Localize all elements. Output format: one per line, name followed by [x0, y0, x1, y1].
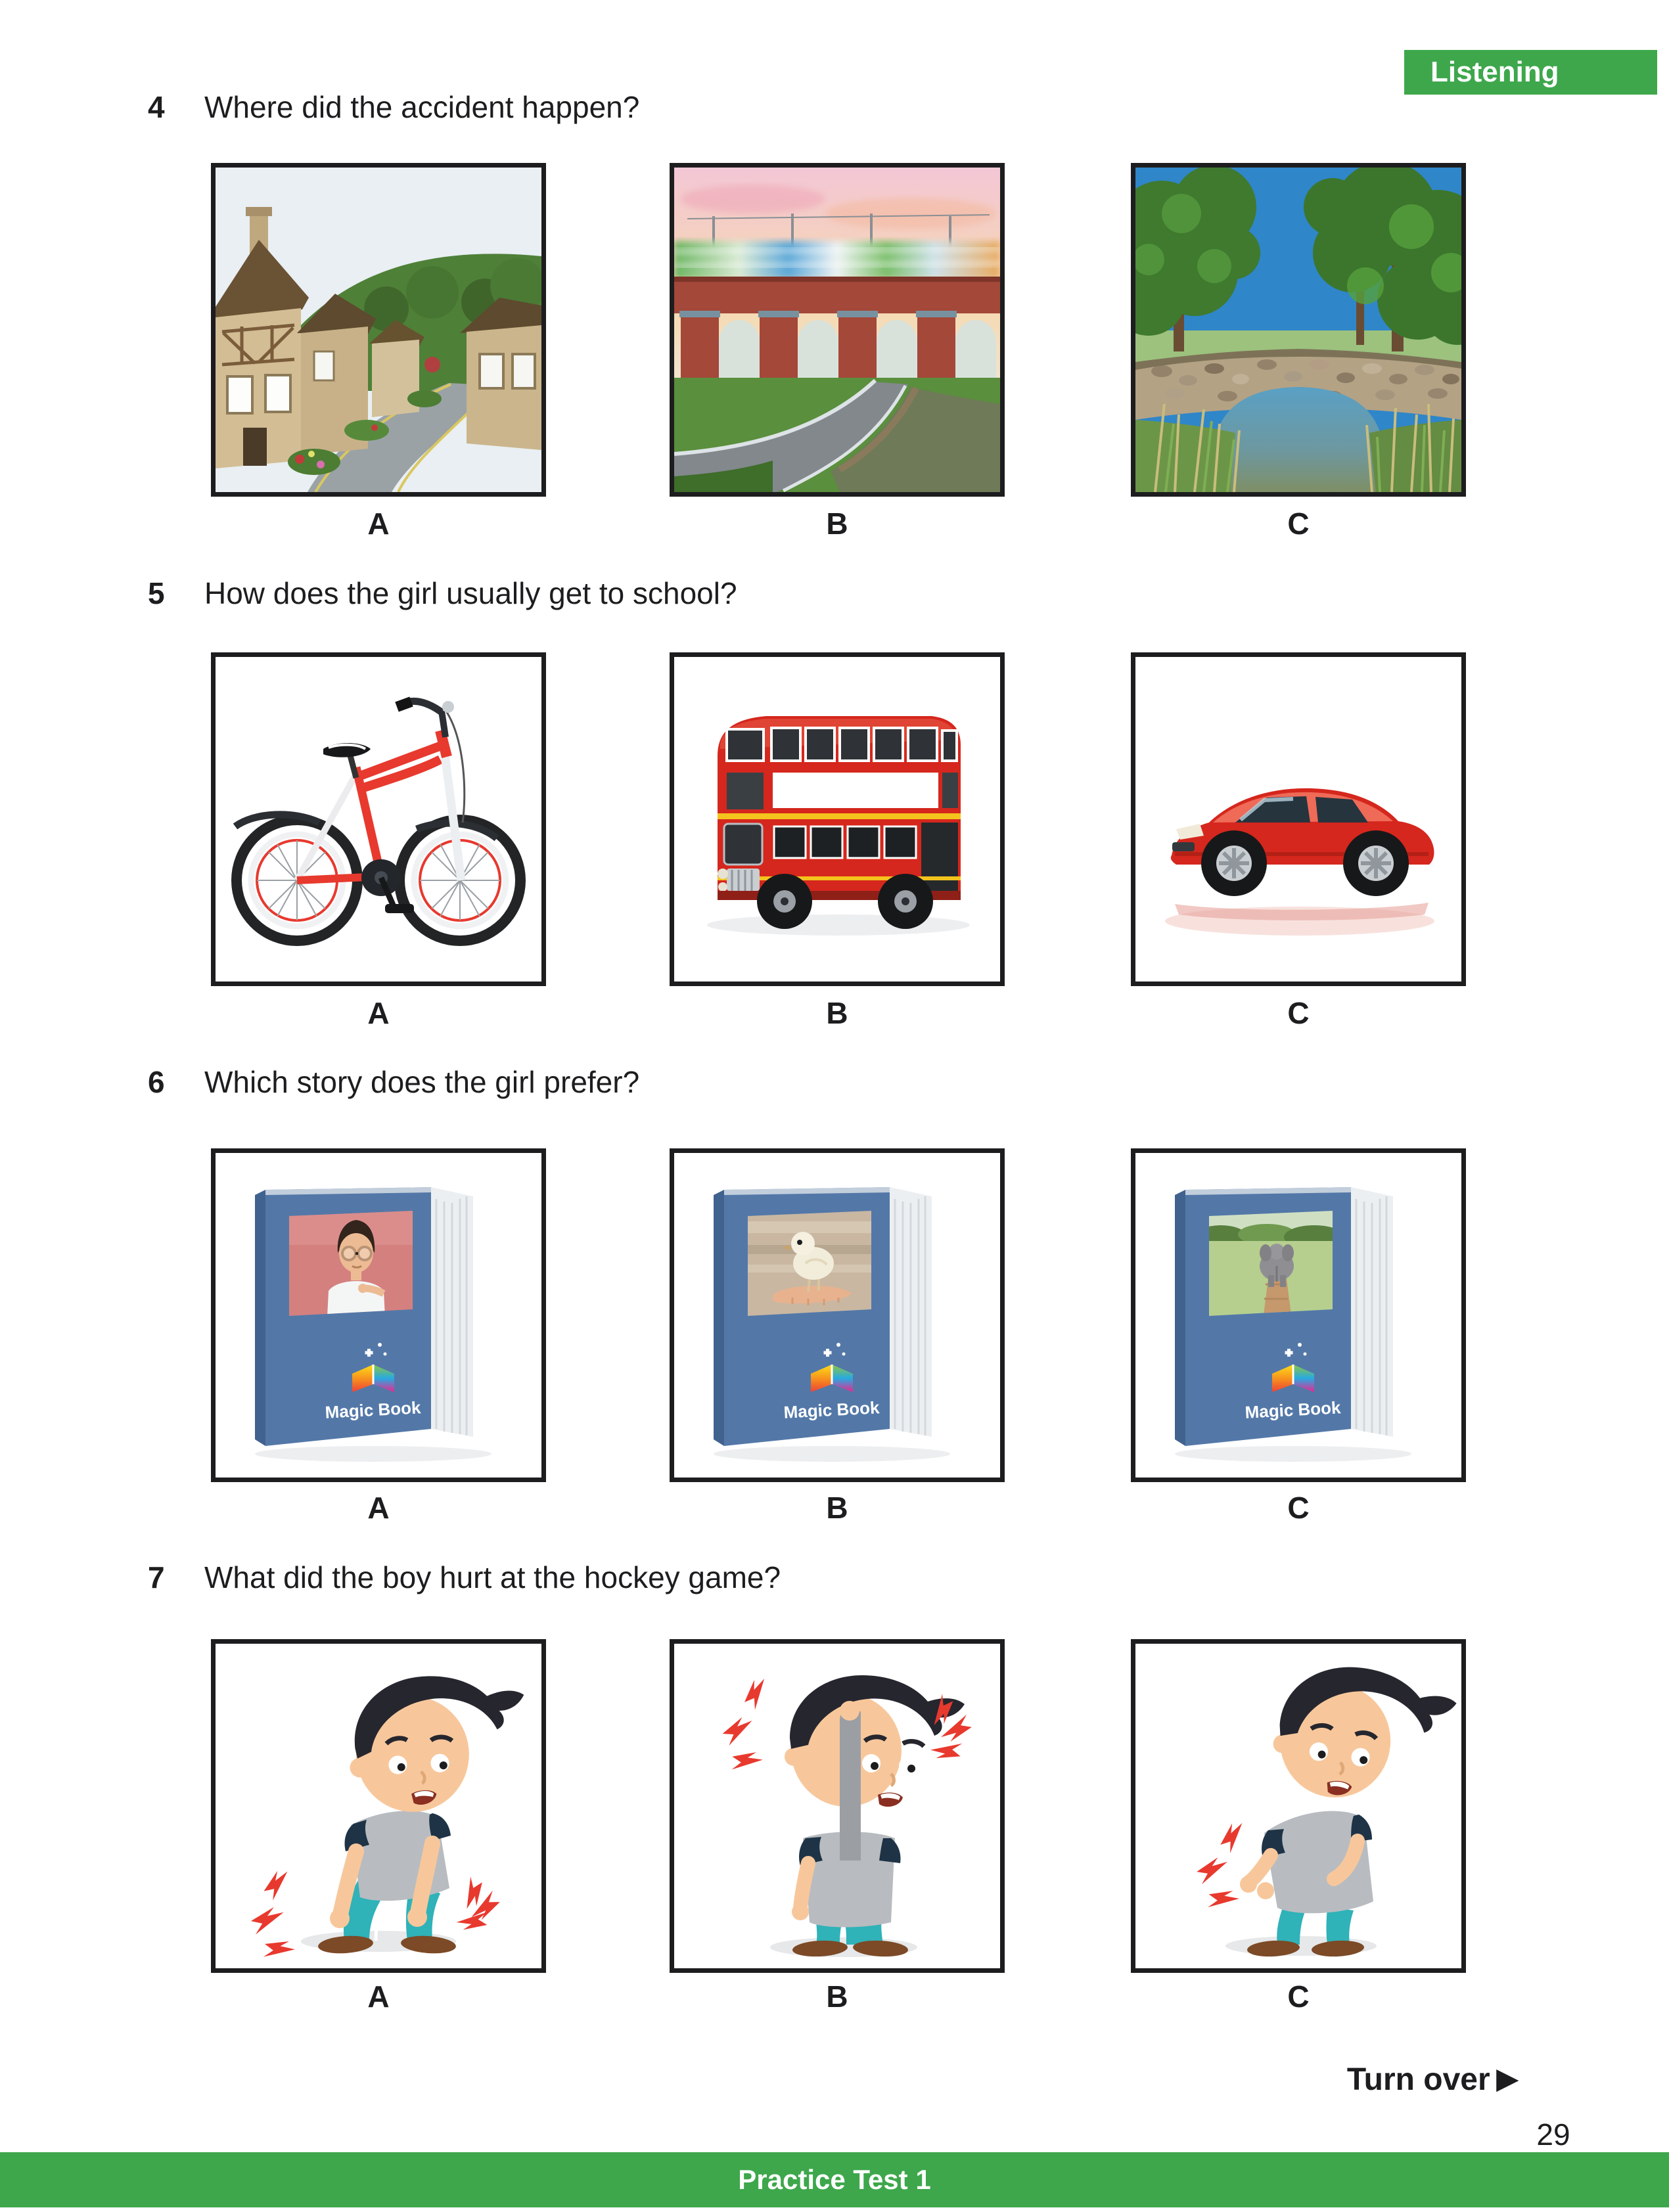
red-double-decker-bus-photo	[674, 657, 1000, 982]
magic-book-girl-cover	[216, 1153, 541, 1478]
footer-bar-label: Practice Test 1	[738, 2164, 931, 2195]
train-viaduct-over-road-photo	[674, 168, 1000, 492]
boy-hurt-knees-cartoon	[216, 1644, 541, 1968]
question-4-option-c-label: C	[1287, 507, 1310, 541]
question-5-text: How does the girl usually get to school?	[204, 576, 737, 610]
magic-book-chick-cover	[674, 1153, 1000, 1478]
book-title-text: Magic Book	[324, 1397, 422, 1422]
footer-bar	[0, 2152, 1669, 2207]
red-bicycle-photo	[216, 657, 541, 982]
question-5-option-a-label: A	[367, 996, 390, 1030]
question-7-option-a-box	[211, 1639, 546, 1973]
page-number: 29	[1536, 2117, 1570, 2152]
question-7-option-c-box	[1131, 1639, 1466, 1973]
magic-book-elephant-cover	[1135, 1153, 1461, 1478]
question-5-option-a-box	[211, 652, 546, 986]
turn-over-note	[1347, 2062, 1518, 2098]
question-5-number: 5	[148, 576, 165, 610]
question-7-option-b-box	[670, 1639, 1005, 1973]
section-badge	[1404, 50, 1657, 95]
question-4-text: Where did the accident happen?	[204, 90, 640, 124]
question-7-text: What did the boy hurt at the hockey game?	[204, 1560, 781, 1594]
question-7-option-a-label: A	[367, 1979, 390, 2014]
question-7-option-c-label: C	[1287, 1979, 1310, 2014]
question-6-option-b-box	[670, 1148, 1005, 1482]
question-6-option-b-label: B	[826, 1491, 848, 1525]
question-4-option-a-label: A	[367, 507, 390, 541]
question-5-option-c-box	[1131, 652, 1466, 986]
boy-hurt-back-cartoon	[1135, 1644, 1461, 1968]
question-6-option-a-box	[211, 1148, 546, 1482]
question-4-option-c-box	[1131, 163, 1466, 497]
question-6-option-c-label: C	[1287, 1491, 1310, 1525]
question-7-number: 7	[148, 1560, 165, 1594]
red-car-photo	[1135, 657, 1461, 982]
question-5-option-b-label: B	[826, 996, 848, 1030]
question-6-option-c-box	[1131, 1148, 1466, 1482]
question-6-option-a-label: A	[367, 1491, 390, 1525]
turn-over-arrow-icon: ▶	[1496, 2063, 1518, 2094]
question-4-option-b-label: B	[826, 507, 848, 541]
question-5-option-c-label: C	[1287, 996, 1310, 1030]
question-4-option-a-box	[211, 163, 546, 497]
stone-bridge-over-stream-photo	[1135, 168, 1461, 492]
question-4-number: 4	[148, 90, 165, 124]
boy-hurt-head-cartoon	[674, 1644, 1000, 1968]
village-street-photo	[216, 168, 541, 492]
book-title-text: Magic Book	[783, 1397, 880, 1422]
question-6-text: Which story does the girl prefer?	[204, 1065, 640, 1099]
question-6-number: 6	[148, 1065, 165, 1099]
turn-over-label: Turn over	[1346, 2062, 1490, 2097]
question-5-option-b-box	[670, 652, 1005, 986]
book-title-text: Magic Book	[1244, 1397, 1342, 1422]
section-badge-label: Listening	[1430, 56, 1559, 88]
question-7-option-b-label: B	[826, 1979, 848, 2014]
question-4-option-b-box	[670, 163, 1005, 497]
